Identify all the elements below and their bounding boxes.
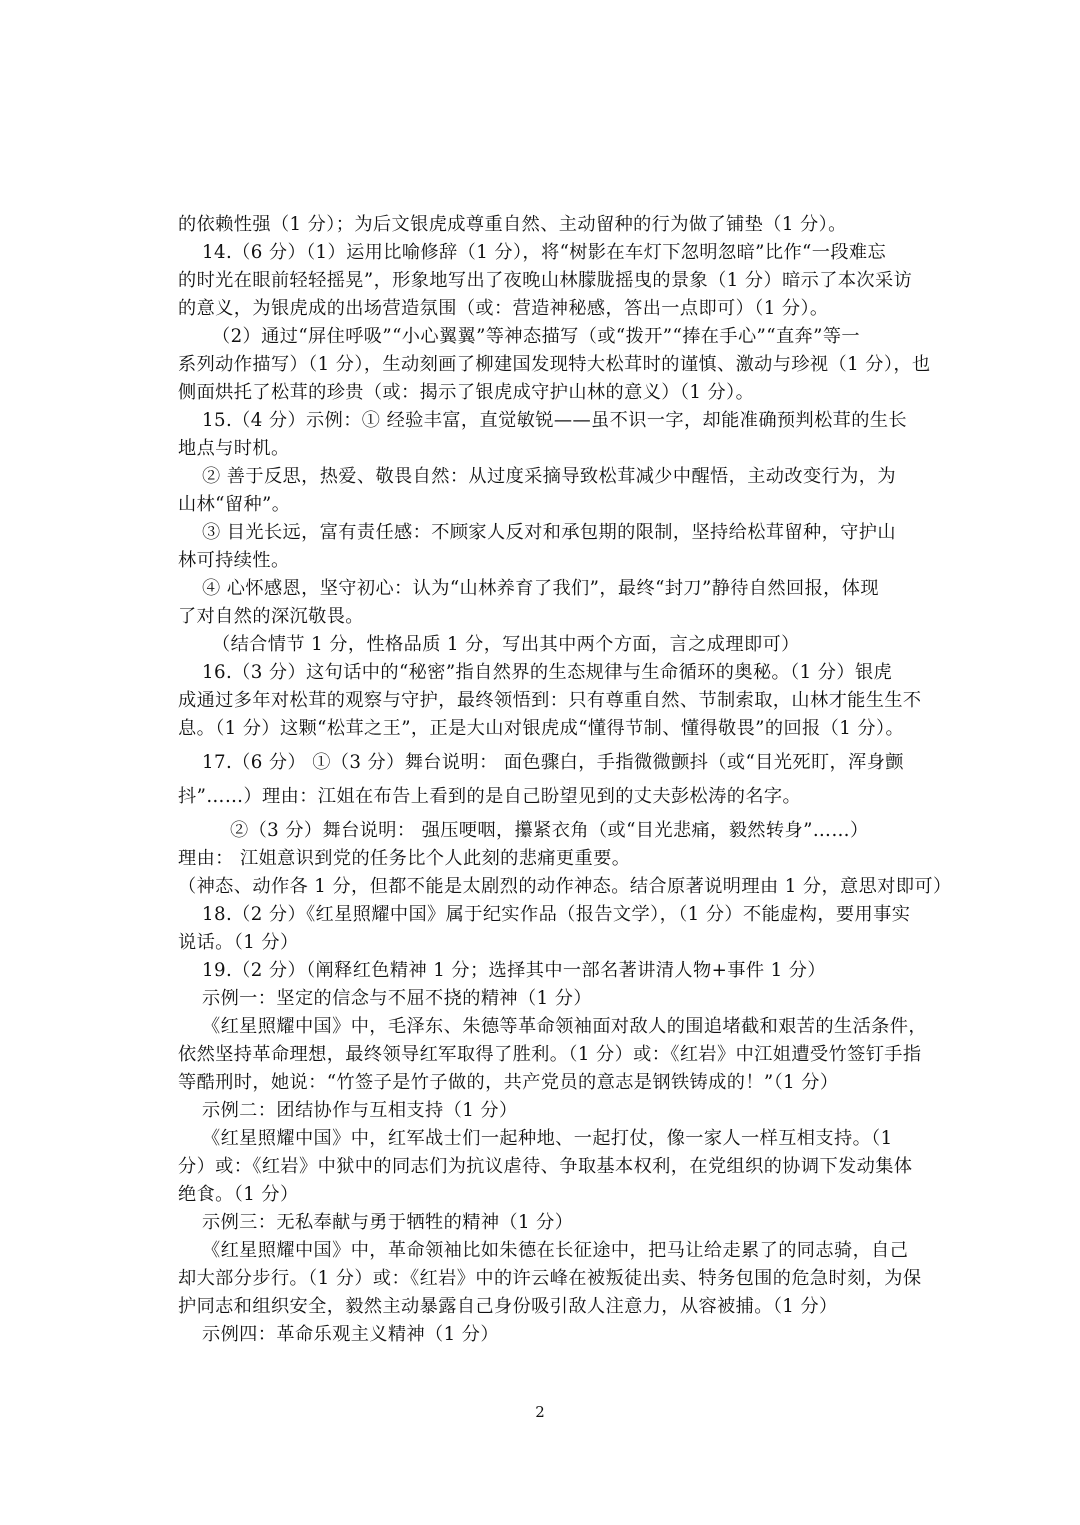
text-line: 的时光在眼前轻轻摇晃”，形象地写出了夜晚山林朦胧摇曳的景象（1 分）暗示了本次采访	[178, 270, 913, 291]
page-number: 2	[535, 1403, 545, 1421]
text-line: 绝食。（1 分）	[178, 1184, 299, 1205]
text-line: （神态、动作各 1 分，但都不能是太剧烈的动作神态。结合原著说明理由 1 分，意思对即可）	[178, 876, 952, 897]
text-line: ②（3 分）舞台说明： 强压哽咽，攥紧衣角（或“目光悲痛，毅然转身”……）	[230, 820, 869, 841]
text-line: ③ 目光长远，富有责任感：不顾家人反对和承包期的限制，坚持给松茸留种，守护山	[202, 522, 896, 543]
text-line: 说话。（1 分）	[178, 932, 299, 953]
text-line: 《红星照耀中国》中，毛泽东、朱德等革命领袖面对敌人的围追堵截和艰苦的生活条件，	[202, 1016, 927, 1037]
text-line: ② 善于反思，热爱、敬畏自然：从过度采摘导致松茸减少中醒悟，主动改变行为，为	[202, 466, 896, 487]
text-line: 依然坚持革命理想，最终领导红军取得了胜利。（1 分）或：《红岩》中江姐遭受竹签钉手指	[178, 1044, 922, 1065]
text-line: 了对自然的深沉敬畏。	[178, 606, 364, 627]
text-line: 15.（4 分）示例：① 经验丰富，直觉敏锐——虽不识一字，却能准确预判松茸的生长	[202, 410, 908, 431]
text-line: 示例二：团结协作与互相支持（1 分）	[202, 1100, 518, 1121]
text-line: ④ 心怀感恩，坚守初心：认为“山林养育了我们”，最终“封刀”静待自然回报，体现	[202, 578, 879, 599]
text-line: 《红星照耀中国》中，革命领袖比如朱德在长征途中，把马让给走累了的同志骑，自己	[202, 1240, 909, 1261]
text-line: 理由： 江姐意识到党的任务比个人此刻的悲痛更重要。	[178, 848, 631, 869]
text-line: （结合情节 1 分，性格品质 1 分，写出其中两个方面，言之成理即可）	[212, 634, 800, 655]
text-line: 的意义，为银虎成的出场营造氛围（或：营造神秘感，答出一点即可）（1 分）。	[178, 298, 829, 319]
text-line: 示例四：革命乐观主义精神（1 分）	[202, 1324, 499, 1345]
text-line: 《红星照耀中国》中，红军战士们一起种地、一起打仗，像一家人一样互相支持。（1	[202, 1128, 893, 1149]
text-line: 抖”……）理由：江姐在布告上看到的是自己盼望见到的丈夫彭松涛的名字。	[178, 786, 802, 807]
text-line: 14.（6 分）（1）运用比喻修辞（1 分），将“树影在车灯下忽明忽暗”比作“一段难忘	[202, 242, 887, 263]
text-line: 成通过多年对松茸的观察与守护，最终领悟到：只有尊重自然、节制索取，山林才能生生不	[178, 690, 922, 711]
text-line: 林可持续性。	[178, 550, 290, 571]
text-line: 侧面烘托了松茸的珍贵（或：揭示了银虎成守护山林的意义）（1 分）。	[178, 382, 755, 403]
text-line: （2）通过“屏住呼吸”“小心翼翼”等神态描写（或“拨开”“捧在手心”“直奔”等一	[212, 326, 860, 347]
text-line: 山林“留种”。	[178, 494, 291, 515]
text-line: 分）或：《红岩》中狱中的同志们为抗议虐待、争取基本权利，在党组织的协调下发动集体	[178, 1156, 913, 1177]
text-line: 息。（1 分）这颗“松茸之王”，正是大山对银虎成“懂得节制、懂得敬畏”的回报（1 分）。	[178, 718, 905, 739]
text-line: 等酷刑时，她说：“竹签子是竹子做的，共产党员的意志是钢铁铸成的！”（1 分）	[178, 1072, 839, 1093]
text-line: 19.（2 分）（阐释红色精神 1 分；选择其中一部名著讲清人物+事件 1 分）	[202, 960, 826, 981]
text-line: 护同志和组织安全，毅然主动暴露自己身份吸引敌人注意力，从容被捕。（1 分）	[178, 1296, 838, 1317]
text-line: 示例三：无私奉献与勇于牺牲的精神（1 分）	[202, 1212, 574, 1233]
text-line: 系列动作描写）（1 分），生动刻画了柳建国发现特大松茸时的谨慎、激动与珍视（1 分），也	[178, 354, 931, 375]
text-line: 却大部分步行。（1 分）或：《红岩》中的许云峰在被叛徒出卖、特务包围的危急时刻，为保	[178, 1268, 922, 1289]
text-line: 地点与时机。	[178, 438, 290, 459]
text-line: 示例一：坚定的信念与不屈不挠的精神（1 分）	[202, 988, 592, 1009]
text-line: 18.（2 分）《红星照耀中国》属于纪实作品（报告文学），（1 分）不能虚构，要用事实	[202, 904, 911, 925]
text-line: 的依赖性强（1 分）；为后文银虎成尊重自然、主动留种的行为做了铺垫（1 分）。	[178, 214, 847, 235]
text-line: 16.（3 分）这句话中的“秘密”指自然界的生态规律与生命循环的奥秘。（1 分）银虎	[202, 662, 893, 683]
text-line: 17.（6 分） ①（3 分）舞台说明： 面色骤白，手指微微颤抖（或“目光死盯，浑身颤	[202, 752, 904, 773]
